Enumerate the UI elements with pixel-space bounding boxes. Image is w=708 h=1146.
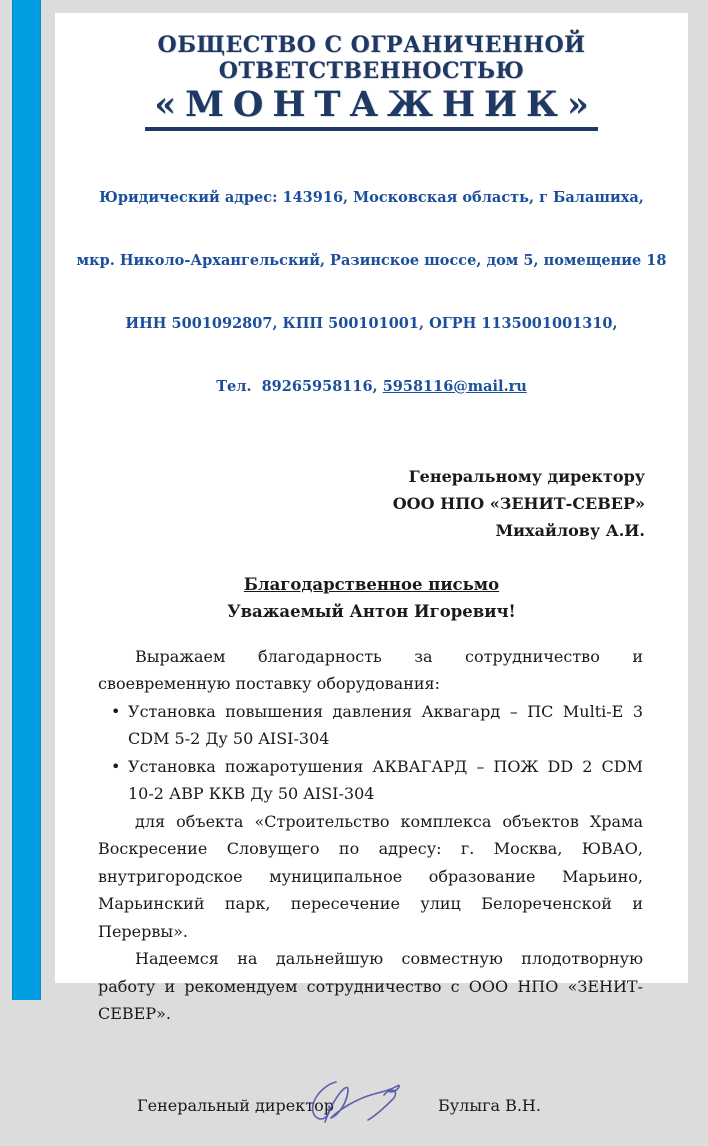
- paragraph-object: для объекта «Строительство комплекса объектов Храма Воскресение Словущего по адресу: г. Москва, ЮВАО, внутригородское муниципальное образование Марьино, Марьинский парк, пересечение улиц Белореченской и Перервы».: [98, 811, 643, 941]
- salutation: Уважаемый Антон Игоревич!: [227, 601, 516, 621]
- recipient-block: [55, 463, 645, 544]
- paragraph-gratitude: Выражаем благодарность за сотрудничество и своевременную поставку оборудования:: [98, 646, 643, 694]
- letter-page: [55, 13, 688, 1115]
- recipient-position: Генеральному директору: [408, 466, 645, 486]
- signature-row: [98, 1066, 643, 1146]
- org-name-wrap: [55, 84, 688, 131]
- signer-name: Булыга В.Н.: [438, 1095, 541, 1115]
- recipient-name: Михайлову А.И.: [495, 520, 645, 540]
- phone-number: Тел. 89265958116,: [216, 377, 378, 395]
- address-line-1: Юридический адрес: 143916, Московская область, г Балашиха,: [99, 188, 644, 206]
- org-type-heading: ОБЩЕСТВО С ОГРАНИЧЕННОЙ ОТВЕТСТВЕННОСТЬЮ: [157, 32, 586, 84]
- left-accent-bar: [12, 0, 41, 1000]
- letterhead: [55, 13, 688, 439]
- letterhead-address: [55, 145, 688, 439]
- signature-ink: [298, 1068, 403, 1130]
- equipment-list: [98, 698, 643, 808]
- paragraph-closing: Надеемся на дальнейшую совместную плодотворную работу и рекомендуем сотрудничество с ООО НПО «ЗЕНИТ-СЕВЕР».: [98, 949, 643, 1024]
- address-line-3: ИНН 5001092807, КПП 500101001, ОГРН 1135001001310,: [125, 314, 618, 332]
- letter-title: Благодарственное письмо: [243, 574, 500, 594]
- phone-line: [55, 376, 688, 397]
- equipment-item: • Установка пожаротушения АКВАГАРД – ПОЖ DD 2 CDM 10-2 АВР ККВ Ду 50 AISI-304: [98, 753, 643, 808]
- signer-position: Генеральный директор: [137, 1095, 334, 1115]
- title-block: [55, 571, 688, 625]
- email-address: 5958116@mail.ru: [382, 377, 527, 395]
- equipment-item: • Установка повышения давления Аквагард – ПС Multi-E 3 CDM 5-2 Ду 50 AISI-304: [98, 698, 643, 753]
- letter-body: [98, 643, 643, 1028]
- address-line-2: мкр. Николо-Архангельский, Разинское шоссе, дом 5, помещение 18: [76, 251, 667, 269]
- org-name: «МОНТАЖНИК»: [145, 87, 598, 131]
- recipient-company: ООО НПО «ЗЕНИТ-СЕВЕР»: [392, 493, 645, 513]
